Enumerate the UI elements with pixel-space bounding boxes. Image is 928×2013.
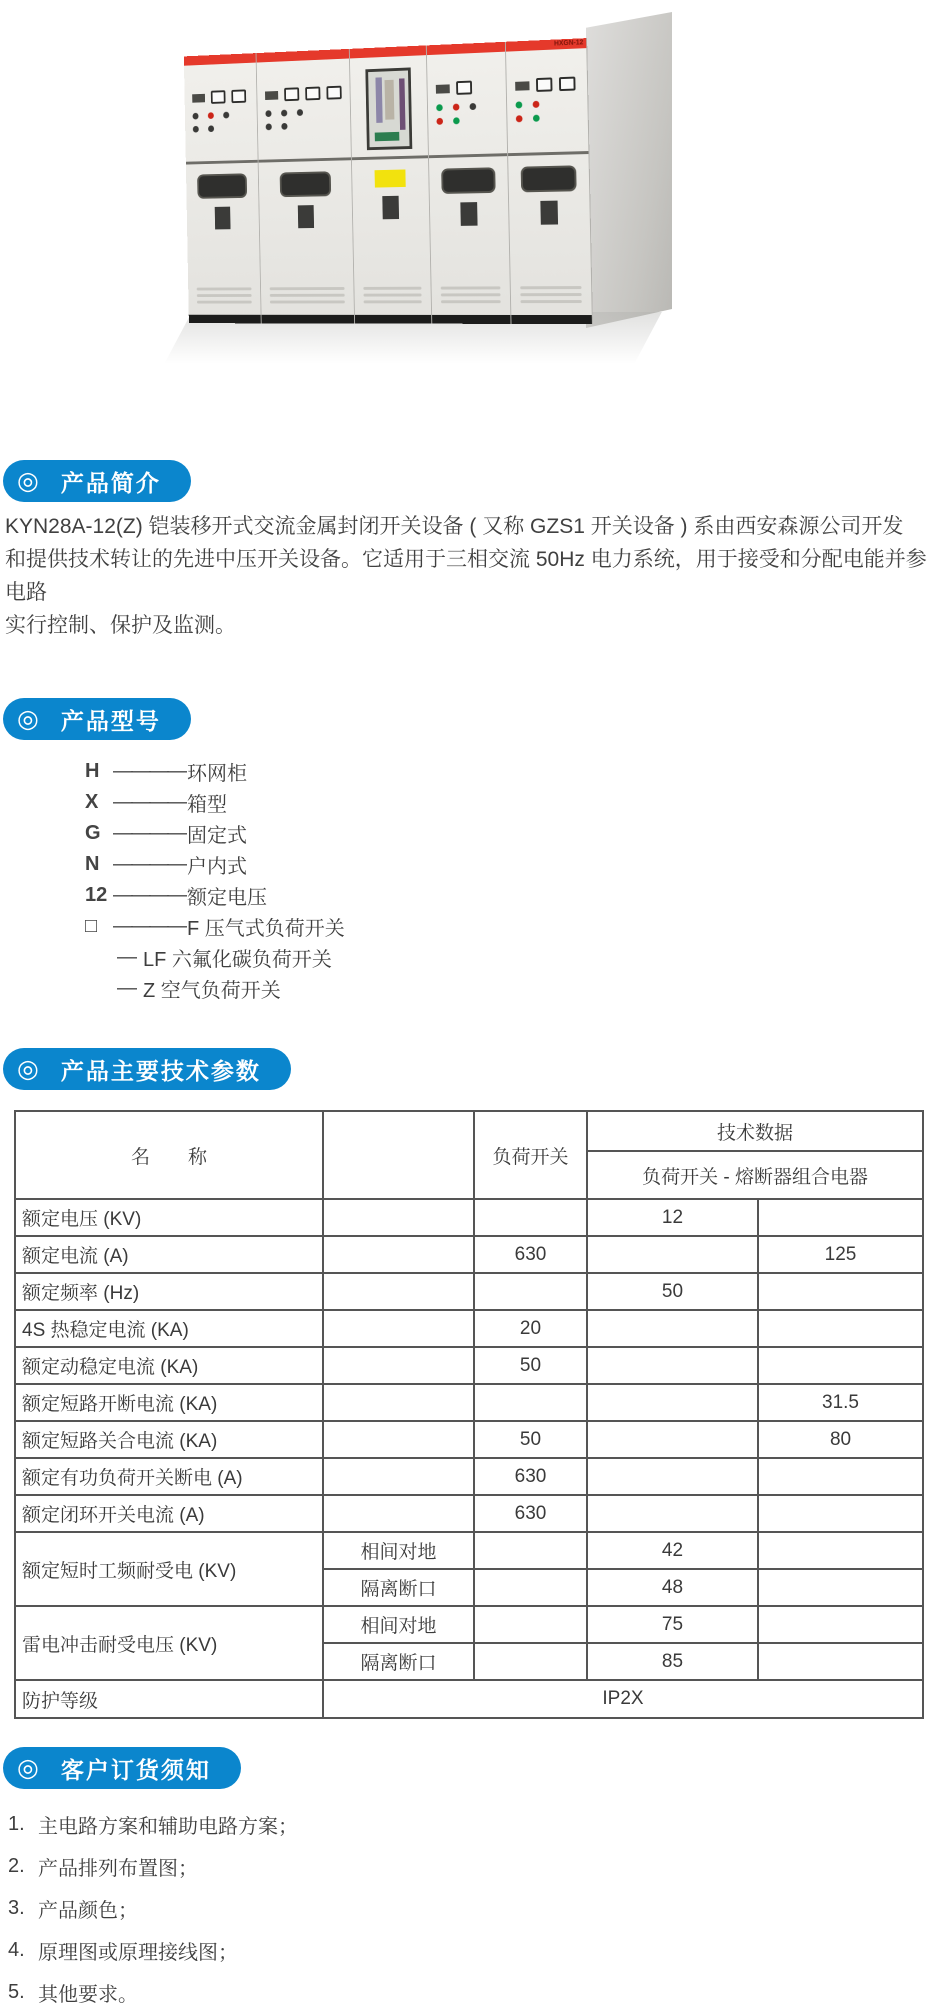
- model-code-item: [85, 911, 928, 942]
- cabinet: [506, 38, 593, 324]
- cabinet: [184, 53, 262, 323]
- label-chip: [515, 81, 529, 90]
- dash-line: ————: [113, 822, 185, 844]
- param-name-cell: 额定有功负荷开关断电 (A): [15, 1458, 323, 1495]
- param-name-cell: 额定短时工频耐受电 (KV): [15, 1532, 323, 1606]
- meter-icon: [559, 77, 576, 92]
- indicator-light: [208, 112, 214, 119]
- model-code-label: 额定电压: [187, 887, 267, 909]
- model-code-label: 环网柜: [187, 763, 247, 785]
- tech-value-cell-2: 31.5: [758, 1384, 923, 1421]
- cabinet-base: [261, 315, 354, 324]
- intro-paragraph-line: 和提供技术转让的先进中压开关设备。它适用于三相交流 50Hz 电力系统，用于接受和分配电能并参电路: [5, 548, 927, 604]
- tech-value-cell-2: [758, 1347, 923, 1384]
- section-badge-intro: [3, 460, 191, 502]
- param-sub-cell: [323, 1458, 474, 1495]
- indicator-light: [208, 125, 214, 132]
- model-code-item: [85, 818, 928, 849]
- param-name-cell: 雷电冲击耐受电压 (KV): [15, 1606, 323, 1680]
- model-code-subitem: [115, 942, 928, 973]
- load-switch-value-cell: [474, 1569, 587, 1606]
- indicator-light: [265, 110, 271, 117]
- cabinet-side-panel: [586, 12, 672, 328]
- meter-icon: [211, 90, 226, 104]
- load-switch-value-cell: 50: [474, 1421, 587, 1458]
- model-code: X: [85, 791, 99, 813]
- param-sub-cell: 隔离断口: [323, 1643, 474, 1680]
- col-header-load-switch: 负荷开关: [474, 1111, 587, 1199]
- intro-paragraph: [5, 510, 928, 642]
- note-number: 3.: [8, 1896, 25, 1919]
- load-switch-value-cell: 630: [474, 1236, 587, 1273]
- operating-mechanism: [382, 196, 399, 219]
- cabinet-control-panel: [350, 55, 428, 160]
- model-code-list: [85, 756, 928, 1004]
- tech-value-cell-1: [587, 1495, 758, 1532]
- note-text: 产品颜色；: [38, 1899, 138, 1922]
- note-text: 产品排列布置图；: [38, 1857, 198, 1880]
- tech-value-cell-2: [758, 1643, 923, 1680]
- note-text: 原理图或原理接线图；: [38, 1941, 238, 1964]
- order-notes-list: [8, 1803, 928, 2013]
- intro-paragraph-line: 实行控制、保护及监测。: [5, 614, 236, 637]
- tech-value-cell-2: [758, 1458, 923, 1495]
- order-note-item: [8, 1971, 928, 2013]
- param-name-cell: 防护等级: [15, 1680, 323, 1718]
- note-number: 1.: [8, 1812, 25, 1835]
- tech-value-cell-1: 75: [587, 1606, 758, 1643]
- cabinet-base: [511, 315, 592, 324]
- tech-value-cell-2: [758, 1532, 923, 1569]
- tech-value-cell-2: [758, 1310, 923, 1347]
- tech-value-cell-1: [587, 1384, 758, 1421]
- section-title: 客户订货须知: [60, 1756, 211, 1783]
- model-code-label: Z 空气负荷开关: [143, 980, 281, 1002]
- indicator-light: [223, 112, 229, 119]
- vent-grille: [441, 282, 501, 303]
- order-note-item: [8, 1803, 928, 1845]
- indicator-light: [470, 103, 477, 110]
- table-row: [15, 1384, 923, 1421]
- indicator-light: [281, 123, 287, 130]
- section-model: [0, 698, 928, 1004]
- param-sub-cell: [323, 1236, 474, 1273]
- param-name-cell: 额定动稳定电流 (KA): [15, 1347, 323, 1384]
- table-row: [15, 1310, 923, 1347]
- section-title: 产品简介: [60, 469, 161, 496]
- load-switch-value-cell: 20: [474, 1310, 587, 1347]
- param-sub-cell: [323, 1347, 474, 1384]
- param-sub-cell: [323, 1384, 474, 1421]
- param-name-cell: 额定频率 (Hz): [15, 1273, 323, 1310]
- indicator-light: [533, 115, 540, 122]
- indicator-light: [436, 118, 443, 125]
- load-switch-value-cell: [474, 1606, 587, 1643]
- tech-value-cell-1: [587, 1236, 758, 1273]
- model-code: H: [85, 760, 100, 782]
- tech-value-cell-1: [587, 1458, 758, 1495]
- load-switch-value-cell: [474, 1643, 587, 1680]
- note-number: 4.: [8, 1938, 25, 1961]
- param-sub-cell: 隔离断口: [323, 1569, 474, 1606]
- indicator-light: [516, 101, 523, 108]
- cabinet-door: [186, 163, 261, 315]
- operating-mechanism: [460, 202, 477, 226]
- table-row: [15, 1236, 923, 1273]
- load-switch-value-cell: 630: [474, 1495, 587, 1532]
- load-switch-value-cell: [474, 1273, 587, 1310]
- intro-paragraph-line: KYN28A-12(Z) 铠装移开式交流金属封闭开关设备 ( 又称 GZS1 开关设备 ) 系由西安森源公司开发: [5, 515, 904, 538]
- label-chip: [192, 94, 205, 103]
- tech-value-cell-2: 125: [758, 1236, 923, 1273]
- vent-grille: [520, 282, 582, 303]
- cabinet-control-panel: [506, 48, 588, 156]
- model-code-label: LF 六氟化碳负荷开关: [143, 949, 332, 971]
- label-chip: [265, 91, 278, 100]
- tech-value-cell-1: 42: [587, 1532, 758, 1569]
- inspection-window: [279, 171, 331, 197]
- indicator-light: [193, 126, 199, 133]
- indicator-light: [266, 123, 272, 130]
- cabinet-door: [508, 154, 592, 315]
- param-sub-cell: [323, 1310, 474, 1347]
- param-sub-cell: 相间对地: [323, 1532, 474, 1569]
- tech-value-cell-1: 50: [587, 1273, 758, 1310]
- model-code-item: [85, 756, 928, 787]
- order-note-item: [8, 1845, 928, 1887]
- model-code-item: [85, 880, 928, 911]
- cabinet: [427, 42, 512, 324]
- dash-line: ————: [113, 884, 185, 906]
- load-switch-value-cell: [474, 1532, 587, 1569]
- indicator-light: [193, 113, 199, 120]
- vent-grille: [363, 283, 421, 303]
- table-row: [15, 1495, 923, 1532]
- tech-value-cell-1: [587, 1347, 758, 1384]
- cabinet-door: [259, 160, 354, 315]
- operating-mechanism: [215, 207, 231, 230]
- section-badge-order: [3, 1747, 241, 1789]
- dash-line: ————: [113, 853, 185, 875]
- meter-icon: [231, 89, 246, 103]
- cabinet-door: [429, 156, 510, 315]
- section-order: [0, 1747, 928, 2013]
- dash-line: —: [117, 946, 135, 968]
- param-sub-cell: [323, 1199, 474, 1236]
- tech-value-cell-2: [758, 1273, 923, 1310]
- param-name-cell: 额定短路开断电流 (KA): [15, 1384, 323, 1421]
- model-code-item: [85, 849, 928, 880]
- load-switch-value-cell: [474, 1199, 587, 1236]
- col-header-tech-data: 技术数据: [587, 1111, 923, 1151]
- protection-grade-value: IP2X: [323, 1680, 923, 1718]
- cabinet-door: [352, 158, 431, 315]
- table-group-row: [15, 1606, 923, 1643]
- table-row: [15, 1199, 923, 1236]
- tech-value-cell-2: [758, 1199, 923, 1236]
- indicator-light: [453, 104, 460, 111]
- cabinet-with-display: [350, 45, 433, 323]
- meter-icon: [326, 86, 341, 100]
- indicator-light: [453, 117, 460, 124]
- load-switch-value-cell: 50: [474, 1347, 587, 1384]
- param-name-cell: 额定电压 (KV): [15, 1199, 323, 1236]
- param-name-cell: 额定短路关合电流 (KA): [15, 1421, 323, 1458]
- model-code: N: [85, 853, 100, 875]
- model-code-item: [85, 787, 928, 818]
- cabinet-control-panel: [427, 52, 507, 159]
- bullseye-icon: ◎: [17, 467, 39, 495]
- note-text: 主电路方案和辅助电路方案；: [38, 1815, 298, 1838]
- tech-value-cell-2: [758, 1569, 923, 1606]
- table-group-row: [15, 1532, 923, 1569]
- operating-mechanism: [540, 201, 558, 225]
- cabinet-control-panel: [257, 59, 351, 163]
- col-header-tech-sub: 负荷开关 - 熔断器组合电器: [587, 1151, 923, 1199]
- param-name-cell: 额定电流 (A): [15, 1236, 323, 1273]
- dash-line: ————: [113, 791, 185, 813]
- model-code-label: 固定式: [187, 825, 247, 847]
- section-title: 产品型号: [60, 707, 161, 734]
- param-name-cell: 额定闭环开关电流 (A): [15, 1495, 323, 1532]
- dash-line: —: [117, 977, 135, 999]
- table-header-row: [15, 1111, 923, 1151]
- table-footer-row: [15, 1680, 923, 1718]
- bullseye-icon: ◎: [17, 1754, 39, 1782]
- param-sub-cell: [323, 1421, 474, 1458]
- cabinet-base: [432, 315, 510, 324]
- indicator-light: [533, 101, 540, 108]
- indicator-light: [297, 109, 303, 116]
- section-intro: [0, 460, 928, 642]
- label-chip: [436, 84, 450, 93]
- load-switch-value-cell: [474, 1384, 587, 1421]
- tech-value-cell-1: 12: [587, 1199, 758, 1236]
- vent-grille: [270, 283, 345, 303]
- tech-value-cell-2: [758, 1495, 923, 1532]
- model-code: □: [85, 915, 98, 937]
- note-number: 5.: [8, 1980, 25, 2003]
- meter-icon: [305, 87, 320, 101]
- model-code-label: 箱型: [187, 794, 227, 816]
- section-title: 产品主要技术参数: [60, 1057, 261, 1084]
- col-header-name: 名 称: [15, 1111, 323, 1199]
- technical-parameters-table: [14, 1110, 924, 1719]
- operating-mechanism: [297, 205, 313, 228]
- inspection-window: [441, 167, 496, 194]
- tech-value-cell-2: 80: [758, 1421, 923, 1458]
- cabinet-control-panel: [184, 63, 258, 165]
- note-number: 2.: [8, 1854, 25, 1877]
- tech-value-cell-1: 85: [587, 1643, 758, 1680]
- model-code: 12: [85, 884, 108, 906]
- load-switch-value-cell: 630: [474, 1458, 587, 1495]
- component-display-window: [365, 67, 412, 150]
- yellow-warning-label: [375, 169, 406, 187]
- tech-value-cell-1: 48: [587, 1569, 758, 1606]
- meter-icon: [536, 77, 553, 92]
- cabinet-row: [184, 38, 593, 324]
- section-badge-params: [3, 1048, 291, 1090]
- param-name-cell: 4S 热稳定电流 (KA): [15, 1310, 323, 1347]
- bullseye-icon: ◎: [17, 1055, 39, 1083]
- panel-model-label: HXGN-12: [554, 39, 584, 48]
- param-sub-cell: 相间对地: [323, 1606, 474, 1643]
- note-text: 其他要求。: [38, 1983, 138, 2006]
- model-code: G: [85, 822, 101, 844]
- order-note-item: [8, 1887, 928, 1929]
- table-row: [15, 1458, 923, 1495]
- product-photo: [138, 8, 698, 370]
- indicator-light: [516, 115, 523, 122]
- cabinet-base: [189, 315, 261, 324]
- indicator-light: [436, 104, 443, 111]
- tech-value-cell-2: [758, 1606, 923, 1643]
- inspection-window: [521, 165, 577, 192]
- bullseye-icon: ◎: [17, 705, 39, 733]
- inspection-window: [197, 173, 247, 199]
- order-note-item: [8, 1929, 928, 1971]
- section-badge-model: [3, 698, 191, 740]
- vent-grille: [197, 284, 252, 304]
- model-code-label: 户内式: [187, 856, 247, 878]
- section-params: [0, 1048, 928, 1719]
- switchgear-scene: [138, 8, 698, 370]
- dash-line: ————: [113, 915, 185, 937]
- col-header-blank: [323, 1111, 474, 1199]
- table-row: [15, 1421, 923, 1458]
- param-sub-cell: [323, 1273, 474, 1310]
- model-code-label: F 压气式负荷开关: [187, 918, 345, 940]
- indicator-light: [281, 110, 287, 117]
- cabinet: [256, 49, 355, 324]
- dash-line: ————: [113, 760, 185, 782]
- tech-value-cell-1: [587, 1421, 758, 1458]
- meter-icon: [284, 87, 299, 101]
- param-sub-cell: [323, 1495, 474, 1532]
- cabinet-base: [355, 315, 431, 324]
- table-row: [15, 1273, 923, 1310]
- tech-value-cell-1: [587, 1310, 758, 1347]
- model-code-subitem: [115, 973, 928, 1004]
- meter-icon: [456, 81, 472, 95]
- table-row: [15, 1347, 923, 1384]
